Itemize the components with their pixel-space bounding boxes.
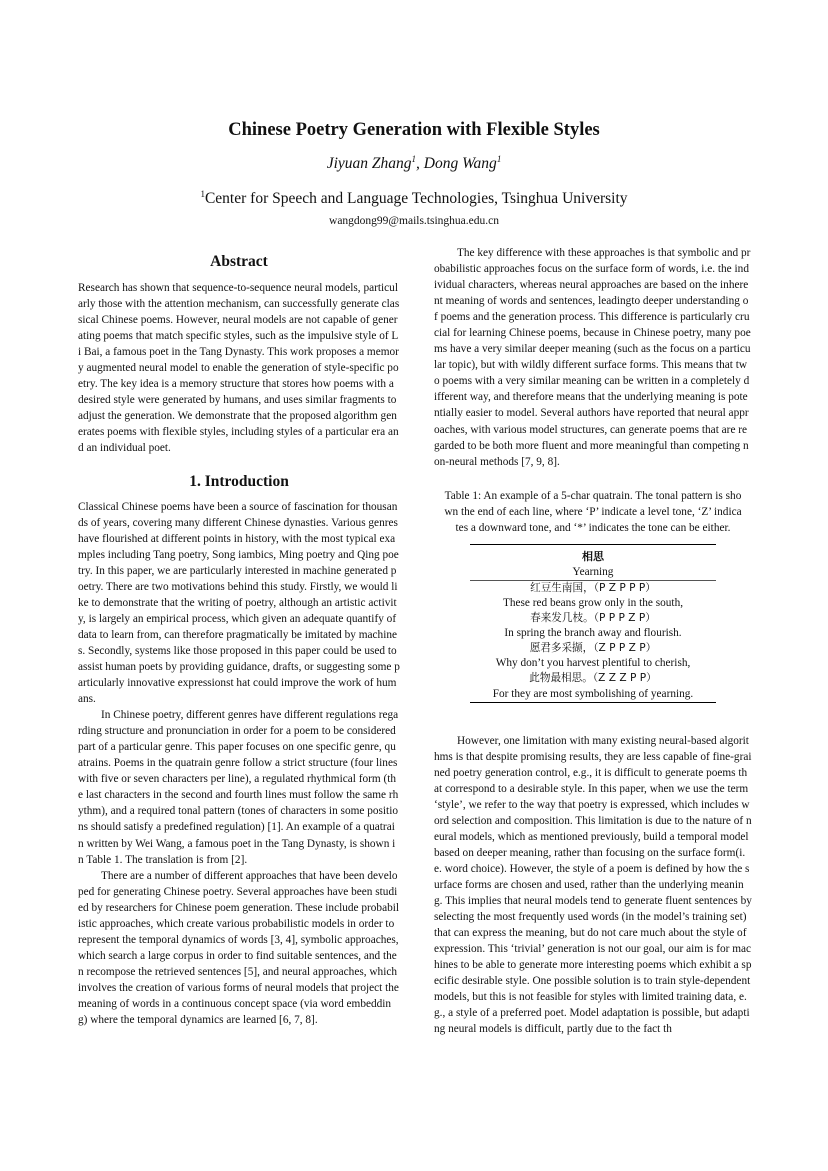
paper-title: Chinese Poetry Generation with Flexible Styles	[228, 120, 600, 140]
tone-pattern: （Z P P Z P）	[593, 642, 657, 655]
poem-title: 相思	[582, 549, 604, 563]
right-column	[434, 245, 752, 1038]
poem-line-chinese: 此物最相思。	[529, 672, 593, 685]
intro-paragraph: Classical Chinese poems have been a source of fascination for thousands of years, covering many different Chinese dynasties. Various genres have flourished at different points in history, with the most typical examples including Tang poetry, Song iambics, Ming poetry and Qing poetry. In this paper, we are particularly interested in machine generated poetry. There are two motivations behind this study. Firstly, we would like to demonstrate that the writing of poetry, although an artistic activity, is largely an empirical process, which given an adequate quantify of data to learn from, can therefore pragmatically be imitated by machines. Secondly, systems like those proposed in this paper could be used to assist human poets by providing guidance, drafts, or suggesting some particularly innovative expressionst hat could improve the work of humans.	[78, 500, 400, 706]
affiliation-name: Center for Speech and Language Technologies, Tsinghua University	[204, 190, 628, 207]
author-list	[0, 154, 828, 174]
poem-line-translation: Why don’t you harvest plentiful to cherish,	[495, 657, 691, 670]
left-column	[78, 252, 400, 1028]
poem-line	[470, 611, 716, 626]
tone-pattern: （Z Z Z P P）	[592, 672, 657, 685]
introduction-heading: 1. Introduction	[189, 472, 289, 490]
affiliation	[0, 189, 828, 209]
body-paragraph: The key difference with these approaches is that symbolic and probabilistic approaches focus on the surface form of words, i.e. the individual characters, whereas neural approaches are based on the inherent meaning of words and sentences, leadingto deeper understanding of poems and the generation process. This difference is particularly crucial for learning Chinese poems, because in Chinese poetry, many poems have a very similar deeper meaning (such as the focus on a particular topic), but with wildly different surface forms. This means that two poems with a very similar meaning can be written in a completely different way, and therefore means that the underlying meaning is potentially easier to model. Several authors have reported that neural approaches, with various model structures, can generate poems that are regarded to be both more fluent and more meaningful than competing non-neural methods [7, 9, 8].	[434, 247, 751, 468]
author-email[interactable]: wangdong99@mails.tsinghua.edu.cn	[329, 215, 499, 227]
body-paragraph: However, one limitation with many existing neural-based algorithms is that despite promising results, they are less capable of fine-grained poetry generation control, e.g., it is difficult to generate poems that correspond to a desirable style. In this paper, when we use the term ‘style’, we refer to the way that poetry is expressed, which includes word selection and composition. This limitation is due to the nature of neural models, which as mentioned previously, build a temporal model based on deeper meaning, rather than focusing on the surface form(i.e. word choice). However, the style of a poem is defined by how the surface forms are chosen and used, rather than the underlying meaning. This implies that neural models tend to generate fluent sentences by selecting the most frequently used words (in the model’s training set) that can express the meaning, but do not care much about the style of expression. This ‘trivial’ generation is not our goal, our aim is for machines to be able to generate more interesting poems which exhibit a specific desirable style. One possible solution is to train style-dependent models, but this is not feasible for styles with limited training data, e.g., a style of a preferred poet. Model adaptation is possible, but adapting neural models is difficult, partly due to the fact th	[434, 734, 752, 1036]
author-name: Jiyuan Zhang	[326, 155, 412, 172]
poem-line-translation: These red beans grow only in the south,	[502, 596, 684, 609]
poem-line-chinese: 红豆生南国，	[530, 581, 594, 594]
poem-line	[470, 641, 716, 656]
poem-line-chinese: 春来发几枝。	[530, 612, 594, 625]
intro-paragraph: In Chinese poetry, different genres have different regulations regarding structure and pronunciation in order for a poem to be considered part of a particular genre. This paper focuses on one specific genre, quatrains. Poems in the quatrain genre follow a strict structure (four lines with five or seven characters per line), a regulated rhythmical form (the last characters in the second and fourth lines must follow the same rhythm), and a required tonal pattern (tones of characters in some positions should satisfy a predefined regulation) [1]. An example of a quatrain written by Wei Wang, a famous poet in the Tang Dynasty, is shown in Table 1. The translation is from [2].	[78, 709, 399, 866]
affiliation-marker: 1	[496, 154, 502, 164]
table-caption: Table 1: An example of a 5-char quatrain. The tonal pattern is shown the end of each line, where ‘P’ indicate a level tone, ‘Z’ indicates a downward tone, and ‘*’ indicates the tone can be either.	[444, 489, 742, 534]
author-name: Dong Wang	[423, 155, 497, 172]
poem-line	[470, 671, 716, 686]
affiliation-marker: 1	[200, 189, 205, 199]
poem-line	[470, 581, 716, 596]
tone-pattern: （P P P Z P）	[593, 612, 656, 625]
abstract-heading: Abstract	[210, 253, 268, 270]
poem-title-translation: Yearning	[572, 565, 614, 578]
table-bottom-rule	[470, 702, 716, 703]
author-separator: ,	[416, 155, 424, 172]
poem-line-translation: For they are most symbolishing of yearning.	[492, 687, 694, 700]
intro-paragraph: There are a number of different approaches that have been developed for generating Chinese poetry. Several approaches have been studied by researchers for Chinese poem generation. These include probabilistic approaches, which create various probabilistic models in order to represent the temporal dynamics of words [3, 4], symbolic approaches, which search a large corpus in order to find suitable sentences, and then recompose the retrieved sentences [5], and neural approaches, which involves the creation of various forms of neural models that project the meaning of words in a continuous concept space (via word embedding) where the temporal dynamics are learned [6, 7, 8].	[78, 869, 400, 1027]
abstract-text: Research has shown that sequence-to-sequence neural models, particularly those with the attention mechanism, can successfully generate classical Chinese poems. However, neural models are not capable of generating poems that match specific styles, such as the impulsive style of Li Bai, a famous poet in the Tang Dynasty. This work proposes a memory augmented neural model to enable the generation of style-specific poetry. The key idea is a memory structure that stores how poems with a desired style were generated by humans, and uses similar fragments to adjust the generation. We demonstrate that the proposed algorithm generates poems with flexible styles, including styles of a particular era and an individual poet.	[78, 282, 400, 455]
poem-line-chinese: 愿君多采撷，	[529, 642, 594, 655]
tone-pattern: （P Z P P P）	[593, 581, 656, 594]
affiliation-marker: 1	[411, 154, 416, 164]
poem-table	[470, 544, 716, 703]
poem-line-translation: In spring the branch away and flourish.	[504, 627, 682, 640]
